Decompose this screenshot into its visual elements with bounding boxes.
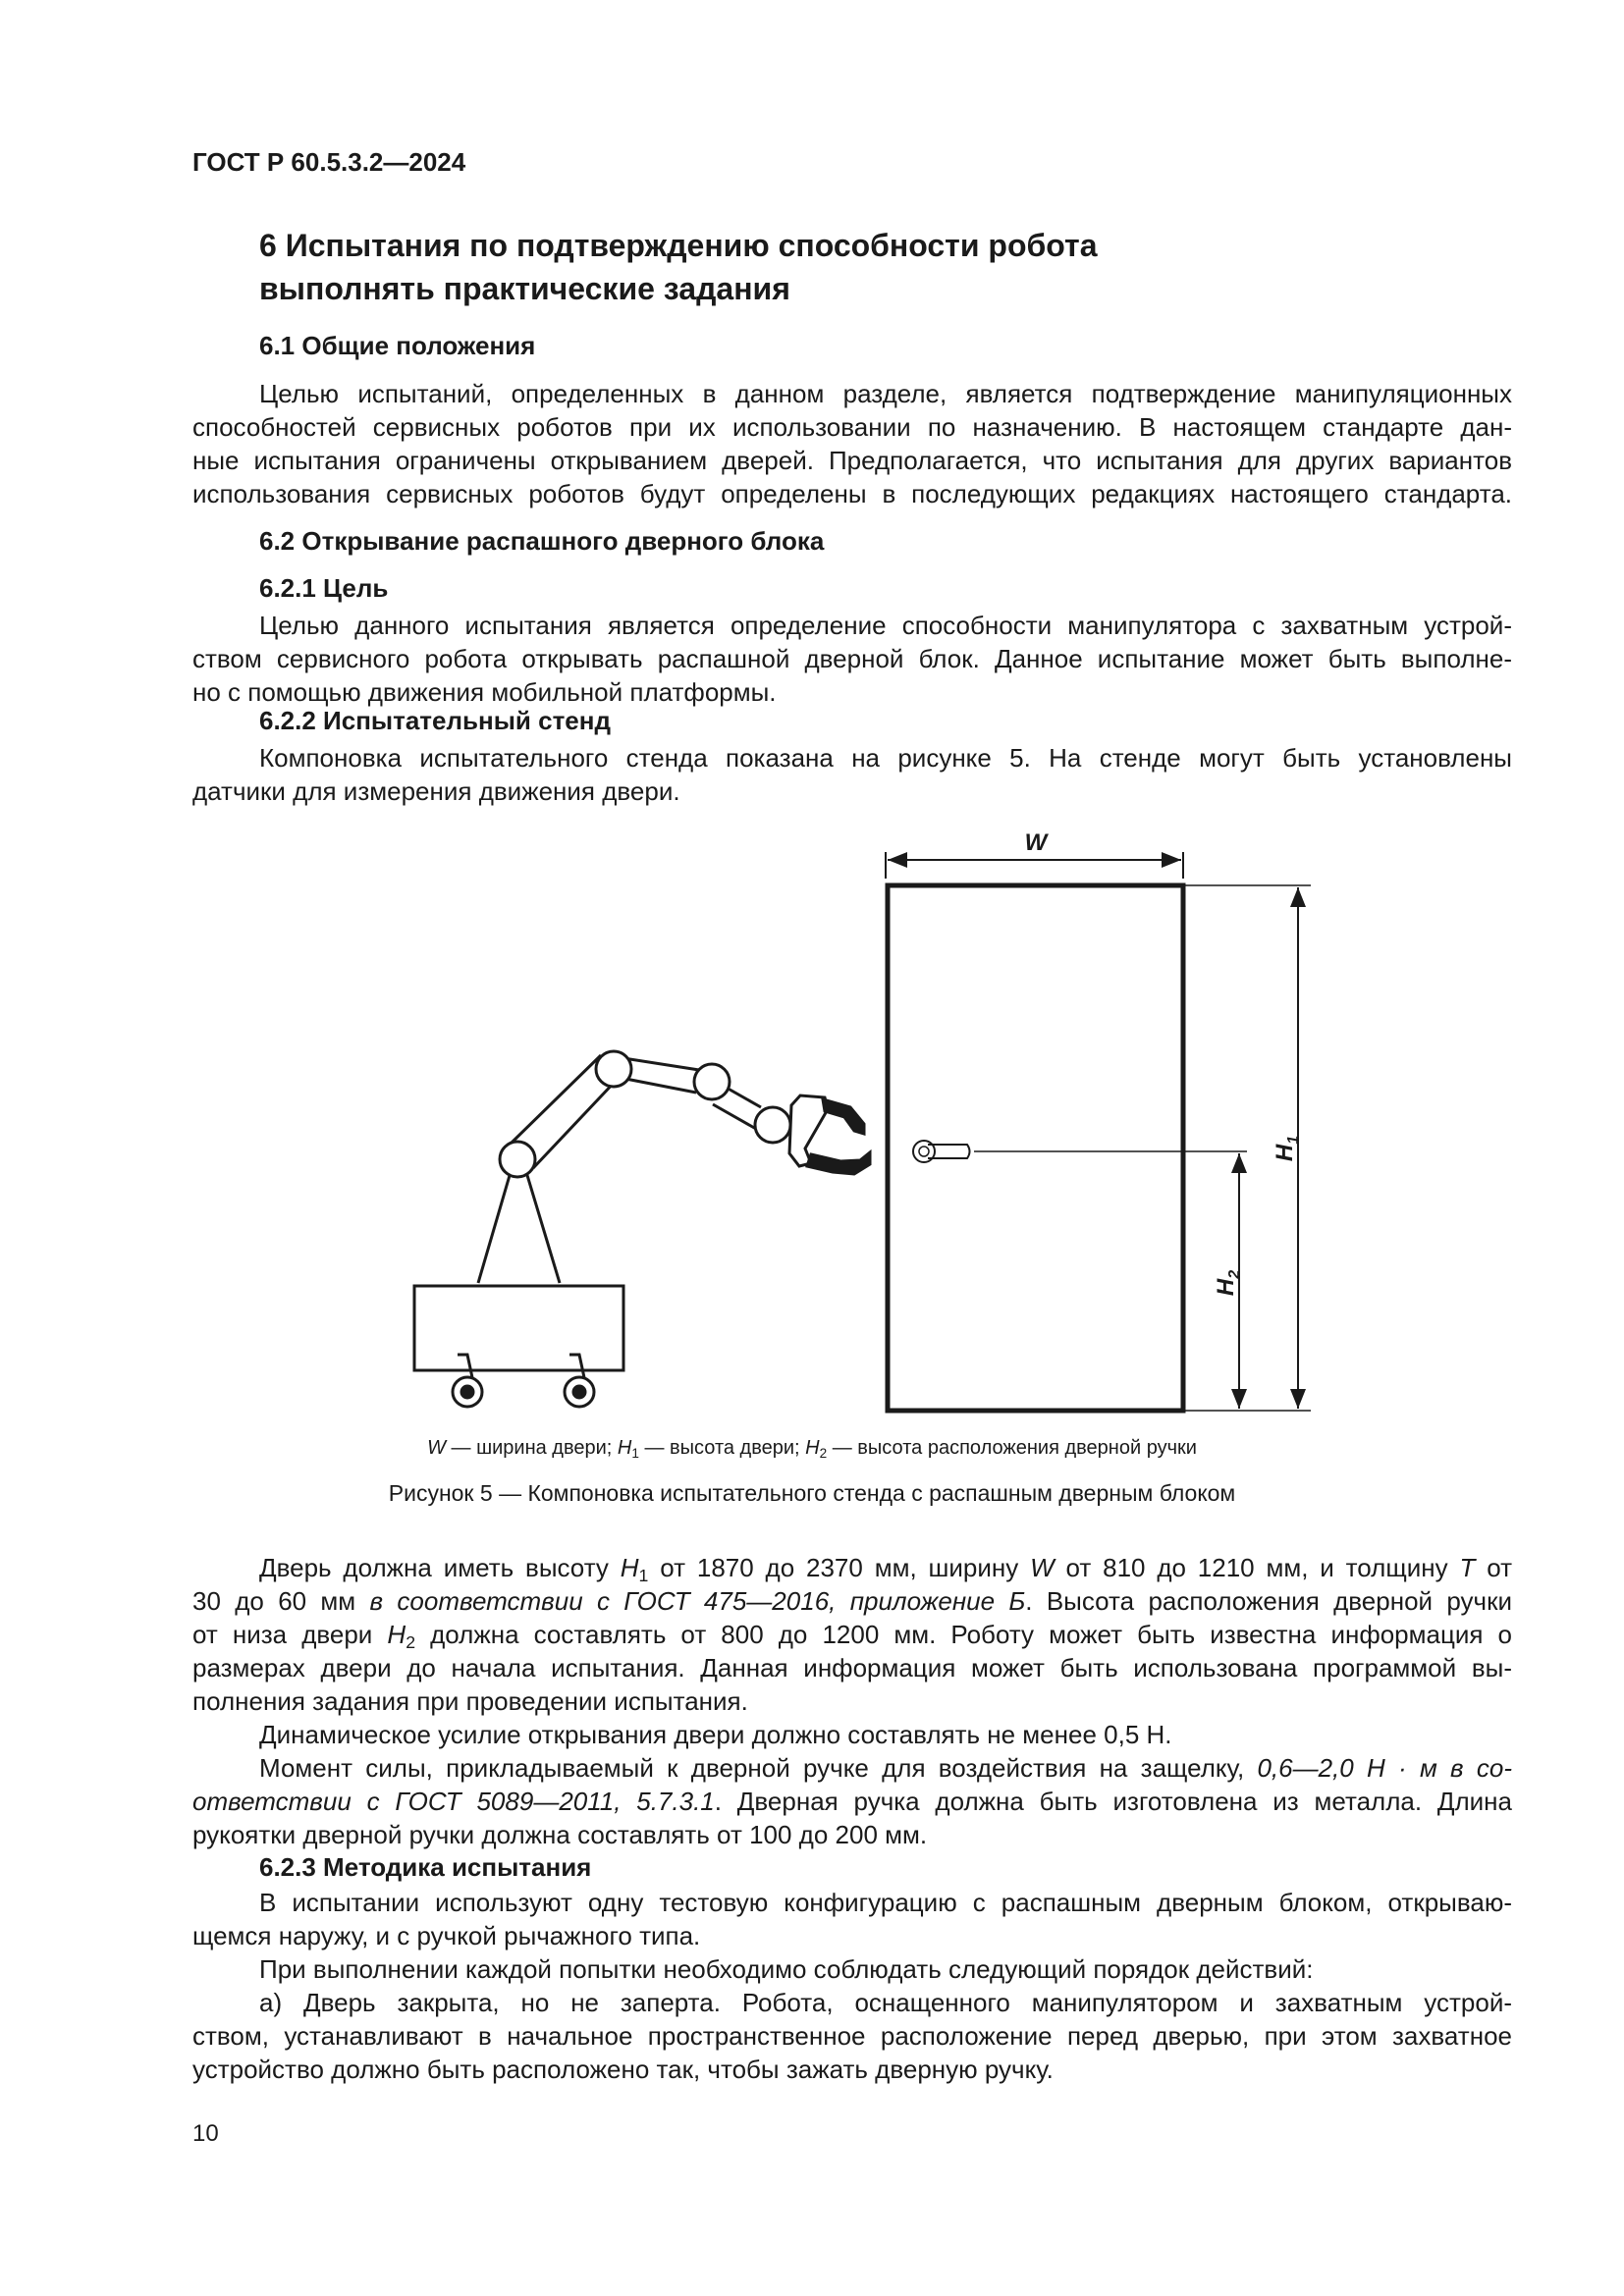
text-line: устройство должно быть расположено так, чтобы зажать дверную ручку. <box>192 2055 1054 2084</box>
door-handle <box>913 1141 970 1162</box>
text-line: Целью данного испытания является определение способности манипулятора с захватным устрой- <box>259 611 1512 640</box>
page-number: 10 <box>192 2120 219 2147</box>
text-line: но с помощью движения мобильной платформы. <box>192 677 777 707</box>
h2-dimension <box>1213 1153 1243 1409</box>
gripper-finger-top <box>823 1099 864 1134</box>
text-line: полнения задания при проведении испытания. <box>192 1686 748 1716</box>
figure-caption: Рисунок 5 — Компоновка испытательного стенда с распашным дверным блоком <box>388 1480 1236 1506</box>
text-line: Момент силы, прикладываемый к дверной ручке для воздействия на защелку, 0,6—2,0 Н · м в со- <box>259 1753 1512 1783</box>
text-line: ные испытания ограничены открыванием дверей. Предполагается, что испытания для других вариантов <box>192 446 1512 475</box>
text-line: ством сервисного робота открывать распашной дверной блок. Данное испытание может быть выполне- <box>192 644 1512 673</box>
section-6-2-3-paragraph <box>192 1886 1512 2086</box>
text-line: размерах двери до начала испытания. Данная информация может быть использована программой вы- <box>192 1653 1512 1682</box>
section-6-1-heading: 6.1 Общие положения <box>259 331 536 360</box>
h1-dimension <box>1183 885 1311 1411</box>
h2-label: H <box>1213 1278 1239 1297</box>
figure-test-stand <box>0 815 1624 1423</box>
section-6-2-2-paragraph <box>192 741 1512 808</box>
section-6-heading-line-2: выполнять практические задания <box>259 271 790 306</box>
robot-illustration <box>414 1051 870 1407</box>
joint-elbow <box>596 1051 631 1087</box>
svg-text:H2 <box>1213 1270 1243 1296</box>
section-6-2-1-paragraph <box>192 609 1512 709</box>
figure-legend: W — ширина двери; $H_1$ — высота двери; $H_2$ — высота расположения дверной ручки <box>427 1437 1197 1461</box>
h1-label: H <box>1272 1144 1298 1162</box>
text-line: 30 до 60 мм в соответствии с ГОСТ 475—2016, приложение Б. Высота расположения дверной ручки <box>192 1586 1512 1616</box>
text-line: В испытании используют одну тестовую конфигурацию с распашным дверным блоком, открываю- <box>259 1888 1512 1917</box>
document-header: ГОСТ Р 60.5.3.2—2024 <box>192 147 466 177</box>
width-dimension <box>886 829 1183 879</box>
section-6-2-1-heading: 6.2.1 Цель <box>259 573 389 603</box>
robot-base <box>414 1286 623 1370</box>
section-6-2-3-heading: 6.2.3 Методика испытания <box>259 1852 592 1882</box>
gripper-finger-bottom <box>807 1152 870 1174</box>
text-line: Компоновка испытательного стенда показана на рисунке 5. На стенде могут быть установлены <box>259 743 1512 773</box>
text-line: Динамическое усилие открывания двери должно составлять не менее 0,5 Н. <box>259 1720 1172 1749</box>
text-line: рукоятки дверной ручки должна составлять от 100 до 200 мм. <box>192 1820 928 1849</box>
text-line: При выполнении каждой попытки необходимо соблюдать следующий порядок действий: <box>259 1954 1314 1984</box>
svg-text:H1 <box>1272 1136 1302 1161</box>
text-line: щемся наружу, и с ручкой рычажного типа. <box>192 1921 701 1950</box>
door-frame <box>888 885 1183 1411</box>
text-line: ством, устанавливают в начальное пространственное расположение перед дверью, при этом захватное <box>192 2021 1512 2051</box>
text-line: от низа двери $H_2$ должна составлять от 800 до 1200 мм. Роботу может быть известна информация о <box>192 1620 1512 1652</box>
section-6-2-heading: 6.2 Открывание распашного дверного блока <box>259 526 825 556</box>
section-6-1-paragraph <box>192 377 1512 510</box>
h1-label-sub: 1 <box>1285 1135 1302 1145</box>
text-line: способностей сервисных роботов при их использовании по назначению. В настоящем стандарте дан- <box>192 412 1512 442</box>
text-line: датчики для измерения движения двери. <box>192 776 680 806</box>
text-line: а) Дверь закрыта, но не заперта. Робота, оснащенного манипулятором и захватным устрой- <box>259 1988 1512 2017</box>
joint-hand <box>755 1107 790 1143</box>
door-requirements-paragraph <box>192 1551 1512 1851</box>
joint-wrist <box>694 1064 730 1099</box>
text-line: использования сервисных роботов будут определены в последующих редакциях настоящего стандарта. <box>192 479 1512 508</box>
section-6-2-2-heading: 6.2.2 Испытательный стенд <box>259 706 611 735</box>
width-label: W <box>1024 829 1048 856</box>
text-line: Целью испытаний, определенных в данном разделе, является подтверждение манипуляционных <box>259 379 1512 408</box>
text-line: Дверь должна иметь высоту $H_1$ от 1870 до 2370 мм, ширину W от 810 до 1210 мм, и толщину T от <box>259 1553 1512 1585</box>
joint-shoulder <box>500 1142 535 1177</box>
section-6-heading-line-1: 6 Испытания по подтверждению способности робота <box>259 228 1098 263</box>
h2-label-sub: 2 <box>1226 1269 1243 1279</box>
section-6-heading <box>259 224 1097 310</box>
text-line: ответствии с ГОСТ 5089—2011, 5.7.3.1. Дверная ручка должна быть изготовлена из металла. Длина <box>192 1787 1512 1816</box>
